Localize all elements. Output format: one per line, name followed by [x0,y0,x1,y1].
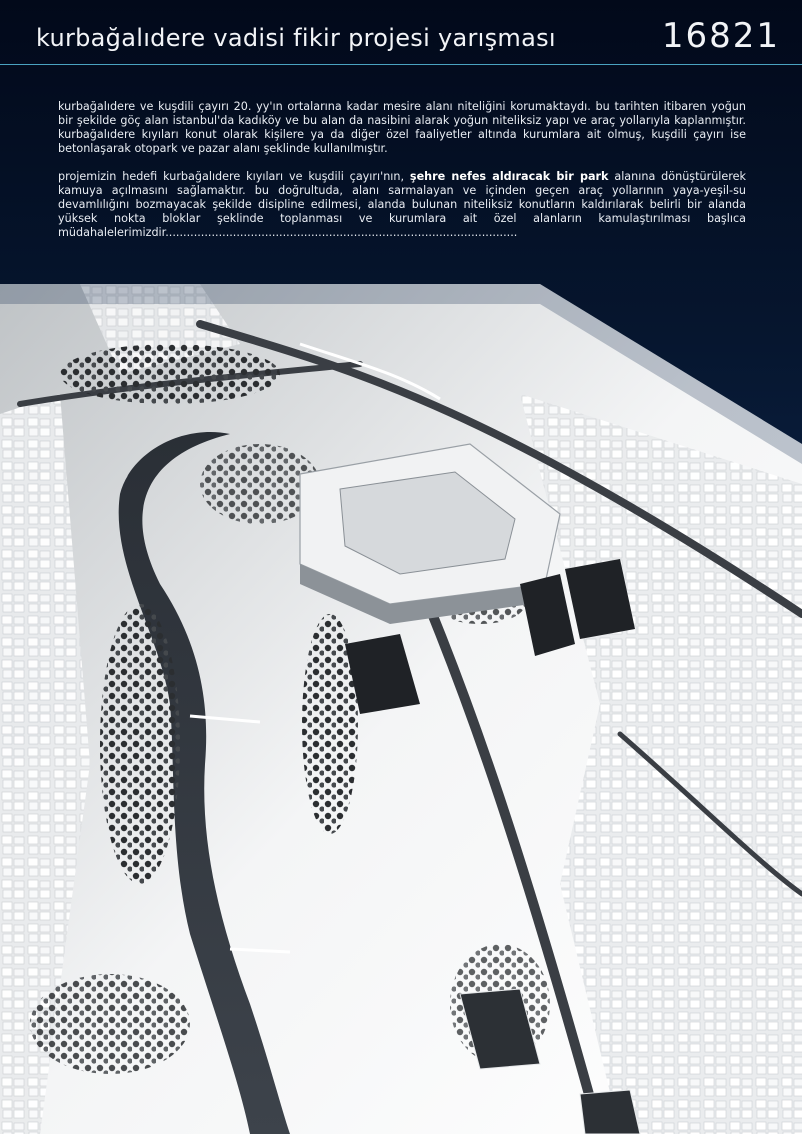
title-divider [0,64,802,65]
intro-paragraph-2-end: alanına dönüştürülerek kamuya açılmasını sağlamaktır. bu doğrultuda, alanı sarmalayan ve içinden geçen araç yollarının yaya-yeşil-su devamlılığını bozmayacak şekilde disipline edilmesi, alanda bulunan niteliksiz konutların kaldırılarak belirli bir alanda yüksek nokta bloklar şeklinde toplanması ve kurumlara ait özel alanların kamulaştırılması başlıca müdahalelerimizdir................................................................................................... [58,170,746,239]
intro-paragraph-2-start: projemizin hedefi kurbağalıdere kıyıları ve kuşdili çayırı'nın, [58,170,410,183]
intro-text [58,100,746,254]
intro-paragraph-1: kurbağalıdere ve kuşdili çayırı 20. yy'ın ortalarına kadar mesire alanı niteliğini korumaktaydı. bu tarihten itibaren yoğun bir şekilde göç alan istanbul'da kadıköy ve bu alan da nasibini alarak yoğun niteliksiz yapı ve araç yollarıyla kaplanmıştır. kurbağalıdere kıyıları konut olarak kişilere ya da diğer özel faaliyetler altında kurumlara ait olmuş, kuşdili çayırı ise betonlaşarak otopark ve pazar alanı şeklinde kullanılmıştır. [58,100,746,155]
site-aerial-render [0,284,802,1134]
header [0,0,802,66]
poster-title: kurbağalıdere vadisi fikir projesi yarışması [36,24,556,52]
intro-paragraph-2 [58,170,746,240]
project-number: 16821 [661,16,780,56]
intro-highlight: şehre nefes aldıracak bir park [409,170,609,183]
